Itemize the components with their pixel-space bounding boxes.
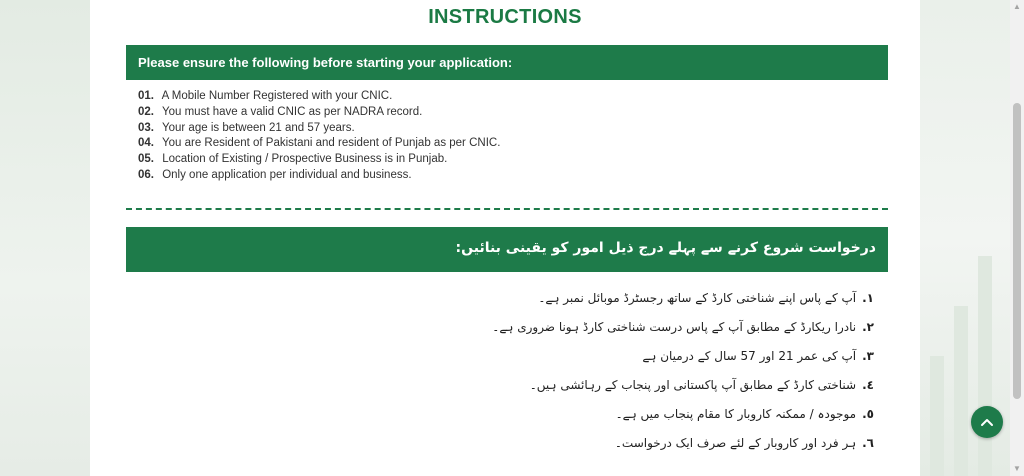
page-background-left	[0, 0, 90, 476]
scrollbar-thumb[interactable]	[1013, 103, 1021, 399]
page-title: INSTRUCTIONS	[428, 6, 582, 28]
scroll-down-icon[interactable]: ▼	[1013, 464, 1021, 473]
list-item: ١.آپ کے پاس اپنے شناختی کارڈ کے ساتھ رجسٹرڈ موبائل نمبر ہے۔	[538, 291, 874, 305]
scroll-up-icon[interactable]: ▲	[1013, 2, 1021, 11]
chevron-up-icon	[980, 416, 994, 430]
list-item: ٦.ہر فرد اور کاروبار کے لئے صرف ایک درخواست۔	[614, 436, 874, 450]
list-item: 02. You must have a valid CNIC as per NADRA record.	[138, 105, 423, 118]
instructions-card	[90, 0, 920, 476]
urdu-instructions-banner: درخواست شروع کرنے سے پہلے درج ذیل امور کو یقینی بنائیں:	[126, 227, 888, 272]
english-instructions-banner: Please ensure the following before starting your application:	[126, 45, 888, 80]
list-item: 01. A Mobile Number Registered with your CNIC.	[138, 90, 393, 102]
scroll-to-top-button[interactable]	[971, 406, 1003, 438]
list-item: ٥.موجودہ / ممکنہ کاروبار کا مقام پنجاب میں ہے۔	[615, 407, 874, 421]
vertical-scrollbar[interactable]	[1010, 0, 1024, 476]
list-item: 03. Your age is between 21 and 57 years.	[138, 121, 355, 134]
list-item: ٣.آپ کی عمر 21 اور 57 سال کے درمیان ہے	[642, 349, 874, 363]
section-divider	[126, 208, 888, 210]
list-item: ٤.شناختی کارڈ کے مطابق آپ پاکستانی اور پنجاب کے رہائشی ہیں۔	[529, 378, 874, 392]
list-item: 06. Only one application per individual and business.	[138, 168, 412, 181]
list-item: 04. You are Resident of Pakistani and resident of Punjab as per CNIC.	[138, 137, 501, 150]
list-item: 05. Location of Existing / Prospective Business is in Punjab.	[138, 153, 448, 166]
page-background-right	[920, 0, 1010, 476]
english-instructions-list	[138, 89, 878, 184]
urdu-instructions-list	[492, 288, 874, 462]
list-item: ٢.نادرا ریکارڈ کے مطابق آپ کے پاس درست شناختی کارڈ ہونا ضروری ہے۔	[492, 320, 874, 334]
